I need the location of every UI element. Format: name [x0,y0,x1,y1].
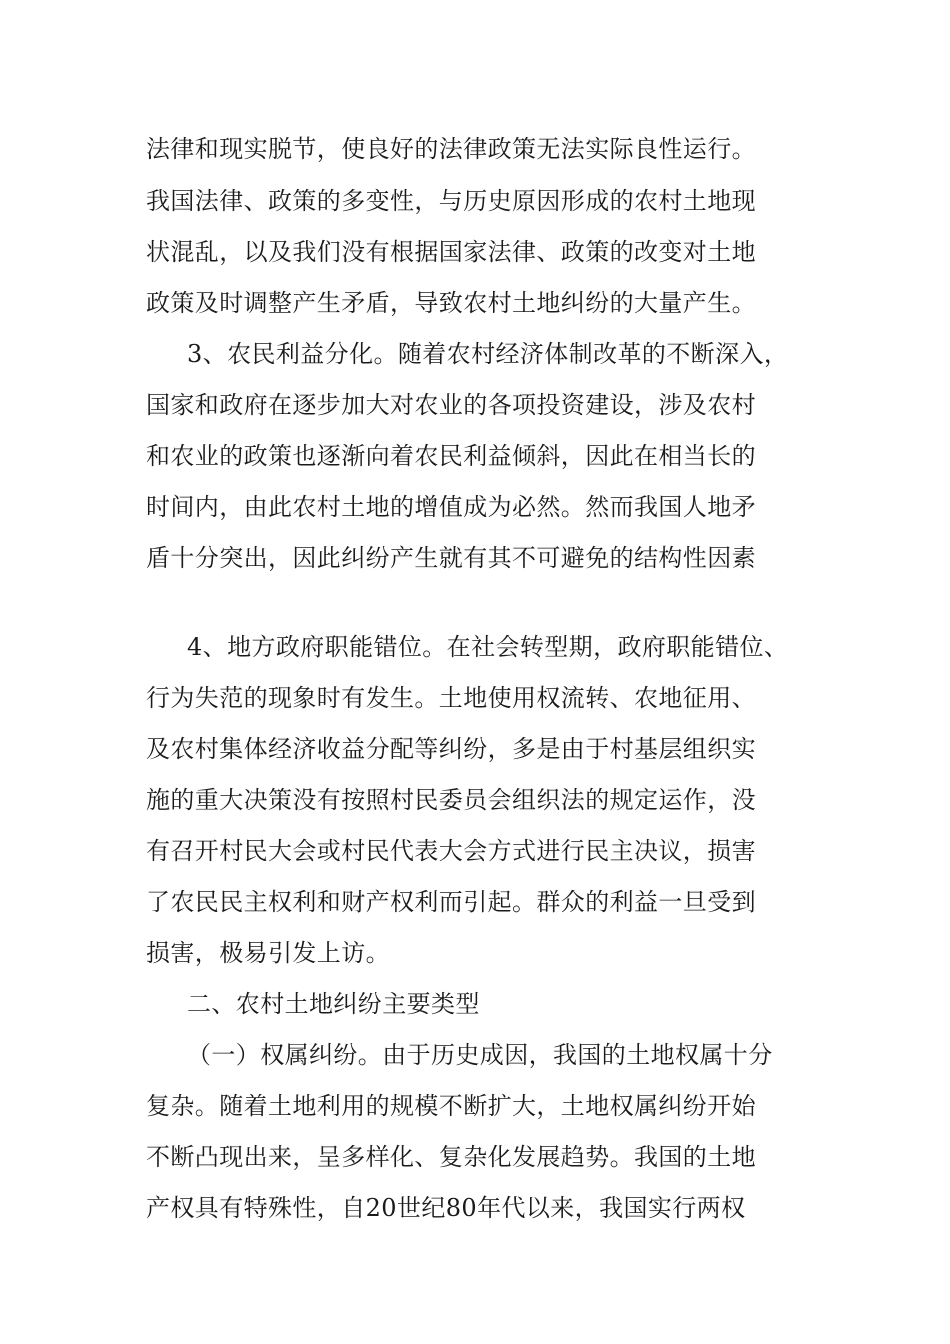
text-line: 状混乱，以及我们没有根据国家法律、政策的改变对土地 [146,238,756,266]
text-line: 和农业的政策也逐渐向着农民利益倾斜，因此在相当长的 [146,442,756,470]
text-line: 了农民民主权利和财产权利而引起。群众的利益一旦受到 [146,888,756,916]
text-line: 产权具有特殊性，自20世纪80年代以来，我国实行两权 [146,1194,746,1222]
text-line: 及农村集体经济收益分配等纠纷，多是由于村基层组织实 [146,735,756,763]
text-line: 法律和现实脱节，使良好的法律政策无法实际良性运行。 [146,135,756,163]
text-line: 复杂。随着土地利用的规模不断扩大，土地权属纠纷开始 [146,1092,756,1120]
section-heading: 二、农村土地纠纷主要类型 [187,990,480,1018]
text-line: 我国法律、政策的多变性，与历史原因形成的农村土地现 [146,187,756,215]
text-line: 政策及时调整产生矛盾，导致农村土地纠纷的大量产生。 [146,289,756,317]
paragraph-3-start: 3、农民利益分化。随着农村经济体制改革的不断深入， [187,340,789,368]
text-line: 有召开村民大会或村民代表大会方式进行民主决议，损害 [146,837,756,865]
subsection-start: （一）权属纠纷。由于历史成因，我国的土地权属十分 [187,1041,773,1069]
text-line: 时间内，由此农村土地的增值成为必然。然而我国人地矛 [146,493,756,521]
paragraph-4-start: 4、地方政府职能错位。在社会转型期，政府职能错位、 [187,633,789,661]
text-line: 行为失范的现象时有发生。土地使用权流转、农地征用、 [146,684,756,712]
text-line: 盾十分突出，因此纠纷产生就有其不可避免的结构性因素 [146,544,756,572]
text-line: 施的重大决策没有按照村民委员会组织法的规定运作，没 [146,786,756,814]
text-line: 国家和政府在逐步加大对农业的各项投资建设，涉及农村 [146,391,756,419]
text-line: 不断凸现出来，呈多样化、复杂化发展趋势。我国的土地 [146,1143,756,1171]
text-line: 损害，极易引发上访。 [146,939,390,967]
